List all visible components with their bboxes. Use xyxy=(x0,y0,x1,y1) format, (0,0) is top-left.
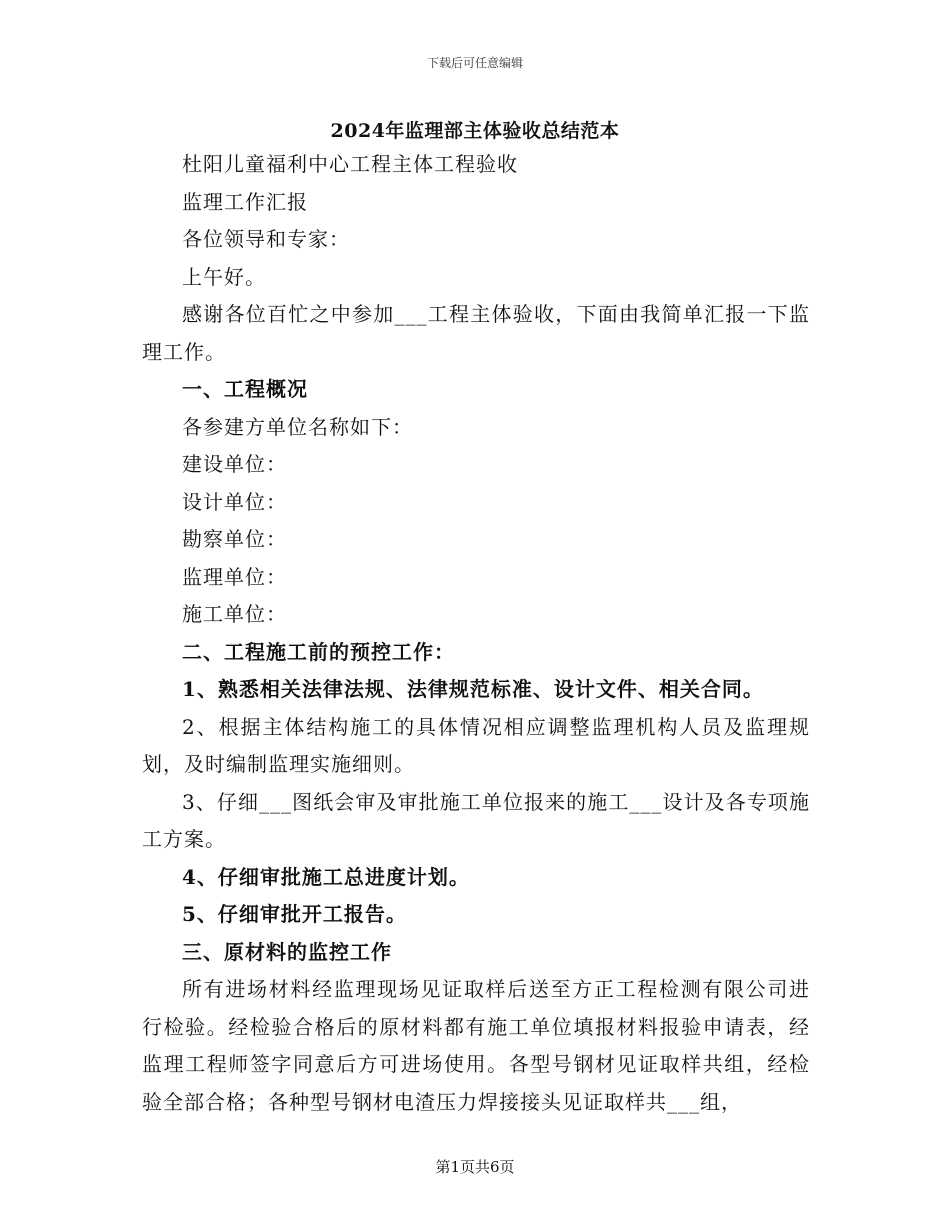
page-header-note: 下载后可任意编辑 xyxy=(426,56,523,70)
body-paragraph: 2、根据主体结构施工的具体情况相应调整监理机构人员及监理规划，及时编制监理实施细则。 xyxy=(142,714,810,776)
body-paragraph: 监理工作汇报 xyxy=(182,189,308,214)
body-paragraph: 建设单位： xyxy=(182,452,287,476)
document-body xyxy=(142,146,810,1121)
section-heading: 一、工程概况 xyxy=(182,377,308,401)
body-paragraph: 杜阳儿童福利中心工程主体工程验收 xyxy=(182,152,518,176)
section-heading: 5、仔细审批开工报告。 xyxy=(182,902,407,926)
body-paragraph: 各位领导和专家： xyxy=(182,227,350,251)
body-paragraph: 设计单位： xyxy=(182,489,287,514)
body-paragraph: 施工单位： xyxy=(182,602,287,626)
body-paragraph: 勘察单位： xyxy=(182,527,287,551)
body-paragraph: 监理单位： xyxy=(182,564,287,589)
body-paragraph: 感谢各位百忙之中参加___工程主体验收，下面由我简单汇报一下监理工作。 xyxy=(142,302,810,364)
section-heading: 1、熟悉相关法律法规、法律规范标准、设计文件、相关合同。 xyxy=(182,677,764,701)
page-footer-number: 第1页共6页 xyxy=(435,1158,515,1176)
section-heading: 三、原材料的监控工作 xyxy=(182,939,392,964)
body-paragraph: 上午好。 xyxy=(182,264,266,289)
section-heading: 二、工程施工前的预控工作： xyxy=(182,639,455,664)
body-paragraph: 所有进场材料经监理现场见证取样后送至方正工程检测有限公司进行检验。经检验合格后的原材料都有施工单位填报材料报验申请表，经监理工程师签字同意后方可进场使用。各型号钢材见证取样共组，经检验全部合格；各种型号钢材电渣压力焊接接头见证取样共___组， xyxy=(142,977,810,1114)
document-title: 2024年监理部主体验收总结范本 xyxy=(330,120,620,142)
section-heading: 4、仔细审批施工总进度计划。 xyxy=(182,864,470,889)
body-paragraph: 3、仔细___图纸会审及审批施工单位报来的施工___设计及各专项施工方案。 xyxy=(142,789,810,851)
body-paragraph: 各参建方单位名称如下： xyxy=(182,414,413,439)
